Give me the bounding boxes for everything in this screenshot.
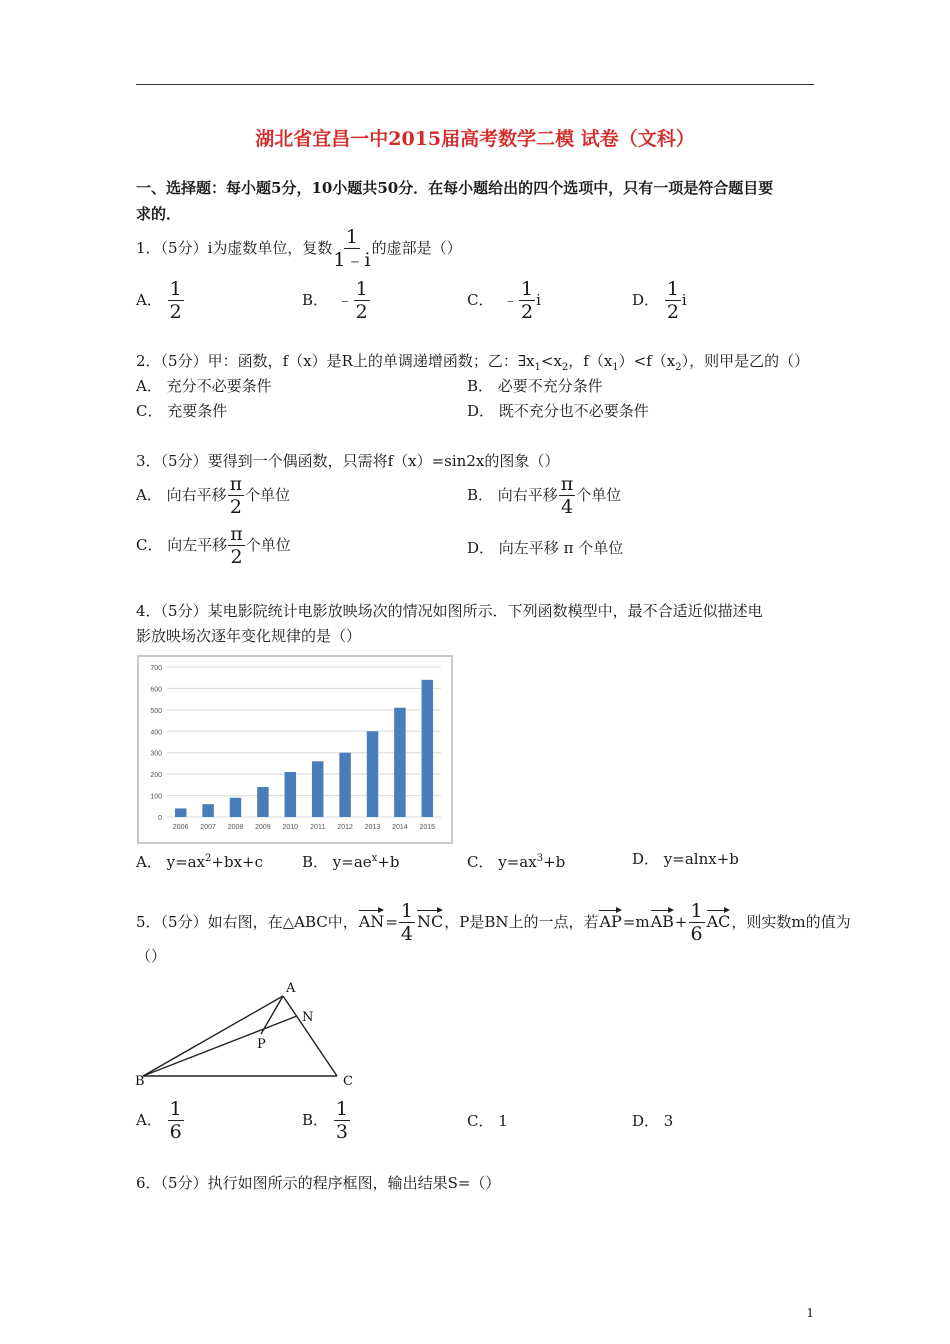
y-tick-label: 600 — [150, 686, 162, 694]
x-tick-label: 2014 — [392, 824, 408, 831]
x-tick-label: 2006 — [172, 824, 189, 831]
side-ba — [143, 996, 283, 1076]
q3-option-a: A． 向右平移 $\frac{\pi}{2}$ 个单位 — [136, 473, 291, 518]
y-tick-label: 0 — [158, 815, 162, 822]
label-a: A — [286, 981, 296, 996]
question-3: 3．（5分）要得到一个偶函数，只需将f（x）=sin2x的图象（） — [136, 452, 560, 470]
header-rule — [136, 84, 814, 85]
q5-option-d: D． 3 — [632, 1112, 674, 1130]
section-heading: 一、选择题：每小题5分，10小题共50分．在每小题给出的四个选项中，只有一项是符合题目要 — [136, 179, 774, 197]
q4-option-b: B． $y=ae^x+b$ — [302, 853, 400, 871]
question-5: 5．（5分）如右图，在△ABC中，AN= $\frac{1}{4}$ NC，P是BN上的一点，若AP=mAB+ $\frac{1}{6}$ AC，则实数m的值为 — [136, 900, 851, 945]
q5-option-b: B． $\frac{1}{3}$ — [302, 1098, 348, 1143]
bar — [202, 804, 214, 817]
bar — [339, 753, 351, 817]
bar — [422, 680, 434, 817]
q3-option-c: C． 向左平移 $\frac{\pi}{2}$ 个单位 — [136, 523, 291, 568]
q4-option-a: A． $y=ax^2+bx+c$ — [136, 853, 264, 871]
side-ac — [283, 996, 337, 1076]
y-tick-label: 100 — [150, 793, 162, 801]
bar-chart — [139, 657, 451, 842]
y-tick-label: 200 — [150, 772, 162, 780]
q2-option-b: B． 必要不充分条件 — [467, 377, 603, 395]
bar — [367, 731, 379, 817]
question-4-cont: 影放映场次逐年变化规律的是（） — [136, 627, 362, 645]
bar — [175, 808, 187, 817]
q2-option-d: D． 既不充分也不必要条件 — [467, 402, 649, 420]
bar — [312, 761, 324, 817]
q1-option-a: A． $\frac{1}{2}$ — [136, 278, 182, 323]
label-n: N — [302, 1010, 314, 1025]
vector-nc: NC — [417, 908, 443, 932]
bar-chart-frame — [137, 655, 453, 844]
y-tick-label: 700 — [150, 665, 162, 672]
x-tick-label: 2011 — [310, 824, 326, 831]
x-tick-label: 2012 — [337, 824, 353, 831]
x-tick-label: 2009 — [255, 824, 271, 831]
vector-ac: AC — [707, 908, 731, 932]
vector-ab: AB — [651, 908, 674, 932]
bar — [230, 798, 242, 817]
bar — [257, 787, 269, 817]
question-2: 2．（5分）甲：函数，f（x）是R上的单调递增函数；乙：$\exists x_1<x_2$，$f(x_1)<f(x_2)$，则甲是乙的（） — [136, 352, 810, 373]
question-6: 6．（5分）执行如图所示的程序框图，输出结果S=（） — [136, 1174, 501, 1192]
q5-option-c: C． 1 — [467, 1112, 508, 1130]
q3-option-b: B． 向右平移 $\frac{\pi}{4}$ 个单位 — [467, 473, 622, 518]
label-p: P — [257, 1037, 266, 1052]
q1-option-b: B． ﹣ $\frac{1}{2}$ — [302, 278, 368, 323]
q1-option-d: D． $\frac{1}{2}$ i — [632, 278, 687, 323]
question-4: 4．（5分）某电影院统计电影放映场次的情况如图所示．下列函数模型中，最不合适近似描述电 — [136, 602, 763, 620]
x-tick-label: 2015 — [419, 824, 436, 831]
question-1: 1．（5分）i为虚数单位，复数 $\frac{1}{1﹣i}$ 的虚部是（） — [136, 226, 462, 271]
q1-fraction: $\frac{1}{1﹣i}$ — [333, 226, 371, 271]
x-tick-label: 2007 — [200, 824, 216, 831]
page-number: 1 — [806, 1306, 814, 1320]
label-c: C — [343, 1074, 353, 1089]
y-tick-label: 500 — [150, 707, 162, 715]
x-tick-label: 2010 — [282, 824, 299, 831]
bar — [285, 772, 297, 817]
q2-option-a: A． 充分不必要条件 — [136, 377, 272, 395]
x-tick-label: 2013 — [364, 824, 381, 831]
question-5-cont: （） — [136, 947, 167, 965]
q5-option-a: A． $\frac{1}{6}$ — [136, 1098, 182, 1143]
q3-option-d: D． 向左平移 π 个单位 — [467, 539, 624, 557]
x-tick-label: 2008 — [227, 824, 244, 831]
q2-option-c: C． 充要条件 — [136, 402, 228, 420]
q4-option-c: C． $y=ax^3+b$ — [467, 853, 566, 871]
y-tick-label: 400 — [150, 729, 162, 737]
y-tick-label: 300 — [150, 750, 162, 758]
q1-option-c: C． ﹣ $\frac{1}{2}$ i — [467, 278, 541, 323]
segment-bn — [143, 1016, 297, 1076]
bar — [394, 708, 406, 817]
q4-option-d: D． y=alnx+b — [632, 850, 739, 868]
page-title: 湖北省宜昌一中2015届高考数学二模 试卷（文科） — [255, 128, 695, 150]
triangle-figure — [131, 975, 361, 1095]
section-heading-cont: 求的． — [136, 205, 182, 223]
label-b: B — [135, 1074, 145, 1089]
vector-an: AN — [359, 908, 385, 932]
vector-ap: AP — [599, 908, 621, 932]
